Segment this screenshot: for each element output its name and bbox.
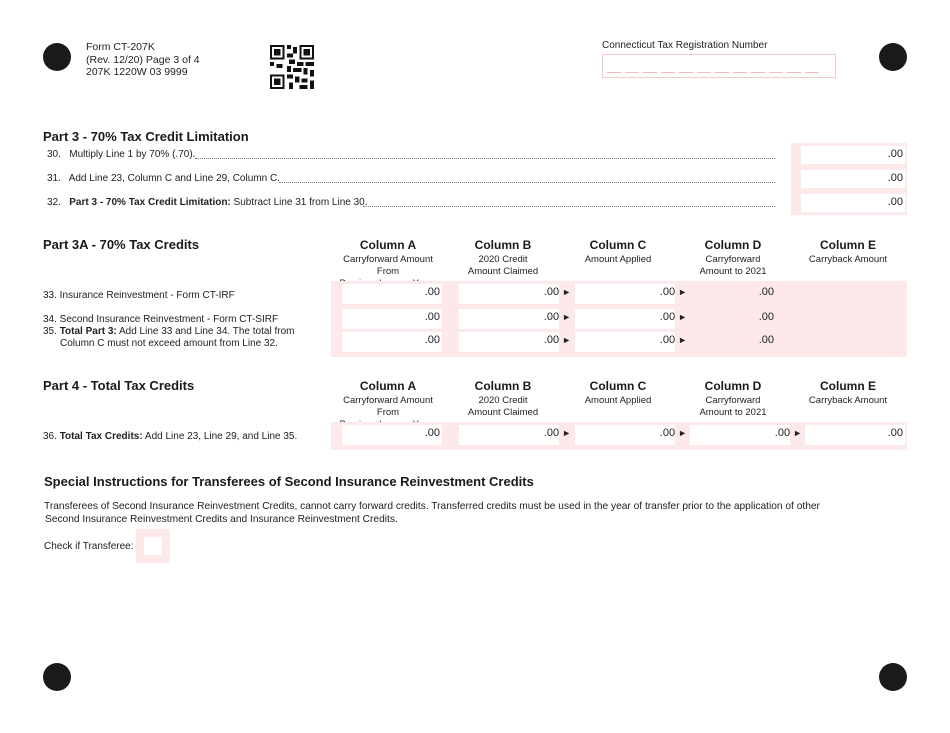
line-33-column-d-field[interactable] <box>690 284 776 304</box>
line-35-column-c-field[interactable] <box>575 332 687 352</box>
arrow-right-icon: ► <box>562 312 571 322</box>
line-34-column-b-value: .00 ► <box>543 311 571 323</box>
registration-mark-bottom-left <box>43 663 71 691</box>
registration-number-label: Connecticut Tax Registration Number <box>602 40 768 51</box>
part3a-column-e-header: Column E Carryback Amount <box>808 238 888 265</box>
part4-column-a-header: Column A Carryforward Amount From <box>343 379 433 418</box>
line-35-column-b-field[interactable] <box>459 332 571 352</box>
part3a-column-d-header: Column D Carryforward Amount to 2021 <box>699 238 767 277</box>
line-35-column-c-value: .00 ► <box>659 334 687 346</box>
arrow-right-icon: ► <box>678 428 687 438</box>
line-30-value: .00 <box>887 148 903 160</box>
arrow-right-icon: ► <box>562 287 571 297</box>
line-35-label: 35. Total Part 3: Add Line 33 and Line 34. The total from Column C must not exceed amount from Line 32. <box>43 326 295 349</box>
line-32-label: 32. Part 3 - 70% Tax Credit Limitation: Subtract Line 31 from Line 30. <box>47 197 368 208</box>
line-33-column-c-value: .00 ► <box>659 286 687 298</box>
line-36-column-d-value: .00 ► <box>774 427 802 439</box>
arrow-right-icon: ► <box>793 428 802 438</box>
line-36-column-c-value: .00 ► <box>659 427 687 439</box>
leader-dots <box>363 206 775 207</box>
line-36-column-e-field[interactable] <box>805 425 905 445</box>
line-35-column-a-field[interactable] <box>342 332 442 352</box>
line-33-column-c-field[interactable] <box>575 284 687 304</box>
part4-column-d-header: Column D Carryforward Amount to 2021 <box>699 379 767 418</box>
registration-mark-top-left <box>43 43 71 71</box>
arrow-right-icon: ► <box>678 335 687 345</box>
part4-title: Part 4 - Total Tax Credits <box>43 378 195 393</box>
special-instructions-title: Special Instructions for Transferees of Second Insurance Reinvestment Credits <box>44 474 534 489</box>
arrow-right-icon: ► <box>562 428 571 438</box>
line-35-column-b-value: .00 ► <box>543 334 571 346</box>
line-33-column-d-value: .00 <box>758 286 774 298</box>
line-34-column-c-field[interactable] <box>575 309 687 329</box>
line-36-column-b-field[interactable] <box>459 425 571 445</box>
line-35-column-a-value: .00 <box>424 334 440 346</box>
line-36-label: 36. Total Tax Credits: Add Line 23, Line 29, and Line 35. <box>43 431 298 442</box>
arrow-right-icon: ► <box>678 312 687 322</box>
part3a-title: Part 3A - 70% Tax Credits <box>43 237 200 252</box>
check-transferee-box[interactable] <box>136 529 170 563</box>
line-34-column-c-value: .00 ► <box>659 311 687 323</box>
part4-column-c-header: Column C Amount Applied <box>584 379 652 406</box>
line-34-column-a-field[interactable] <box>342 309 442 329</box>
part4-column-b-header: Column B 2020 Credit Amount Claimed <box>467 379 539 418</box>
arrow-right-icon: ► <box>678 287 687 297</box>
part3a-column-a-header: Column A Carryforward Amount From <box>343 238 433 277</box>
line-34-column-d-field[interactable] <box>690 309 776 329</box>
line-33-column-a-value: .00 <box>424 286 440 298</box>
line-36-column-d-field[interactable] <box>690 425 802 445</box>
arrow-right-icon: ► <box>562 335 571 345</box>
line-35-column-d-field[interactable] <box>690 332 776 352</box>
line-34-column-b-field[interactable] <box>459 309 571 329</box>
line-35-column-d-value: .00 <box>758 334 774 346</box>
line-30-label: 30. Multiply Line 1 by 70% (.70). <box>47 149 196 160</box>
registration-mark-bottom-right <box>879 663 907 691</box>
part3-title: Part 3 - 70% Tax Credit Limitation <box>43 129 249 144</box>
checkbox-inner[interactable] <box>144 537 162 555</box>
line-31-value: .00 <box>887 172 903 184</box>
line-31-field[interactable] <box>801 170 905 188</box>
line-36-column-c-field[interactable] <box>575 425 687 445</box>
line-33-column-b-value: .00 ► <box>543 286 571 298</box>
form-code: 207K 1220W 03 9999 <box>86 66 188 78</box>
part4-column-e-header: Column E Carryback Amount <box>808 379 888 406</box>
form-revision: (Rev. 12/20) Page 3 of 4 <box>86 53 200 66</box>
registration-mark-top-right <box>879 43 907 71</box>
line-30-field[interactable] <box>801 146 905 164</box>
line-31-label: 31. Add Line 23, Column C and Line 29, Column C. <box>47 173 280 184</box>
line-36-column-b-value: .00 ► <box>543 427 571 439</box>
line-33-column-b-field[interactable] <box>459 284 571 304</box>
qr-code-icon <box>270 45 314 89</box>
line-34-label: 34. Second Insurance Reinvestment - Form CT-SIRF <box>43 314 279 325</box>
line-32-field[interactable] <box>801 194 905 212</box>
line-33-column-a-field[interactable] <box>342 284 442 304</box>
line-36-column-a-value: .00 <box>424 427 440 439</box>
part3a-column-b-header: Column B 2020 Credit Amount Claimed <box>467 238 539 277</box>
leader-dots <box>279 182 775 183</box>
special-instructions-text: Transferees of Second Insurance Reinvestment Credits, cannot carry forward credits. Transferred credits must be used in the year of transfer prior to the application of other Second Insurance Reinvestment Credits and Insurance Reinvestment Credits. <box>44 501 820 525</box>
line-34-column-a-value: .00 <box>424 311 440 323</box>
line-36-column-a-field[interactable] <box>342 425 442 445</box>
part3a-column-c-header: Column C Amount Applied <box>584 238 652 265</box>
check-transferee-label: Check if Transferee: <box>44 541 134 552</box>
line-33-label: 33. Insurance Reinvestment - Form CT-IRF <box>43 290 235 301</box>
form-header <box>86 41 200 79</box>
form-id: Form CT-207K <box>86 41 155 53</box>
registration-number-field[interactable] <box>602 54 836 78</box>
line-36-column-e-value: .00 <box>887 427 903 439</box>
line-32-value: .00 <box>887 196 903 208</box>
leader-dots <box>195 158 775 159</box>
line-34-column-d-value: .00 <box>758 311 774 323</box>
